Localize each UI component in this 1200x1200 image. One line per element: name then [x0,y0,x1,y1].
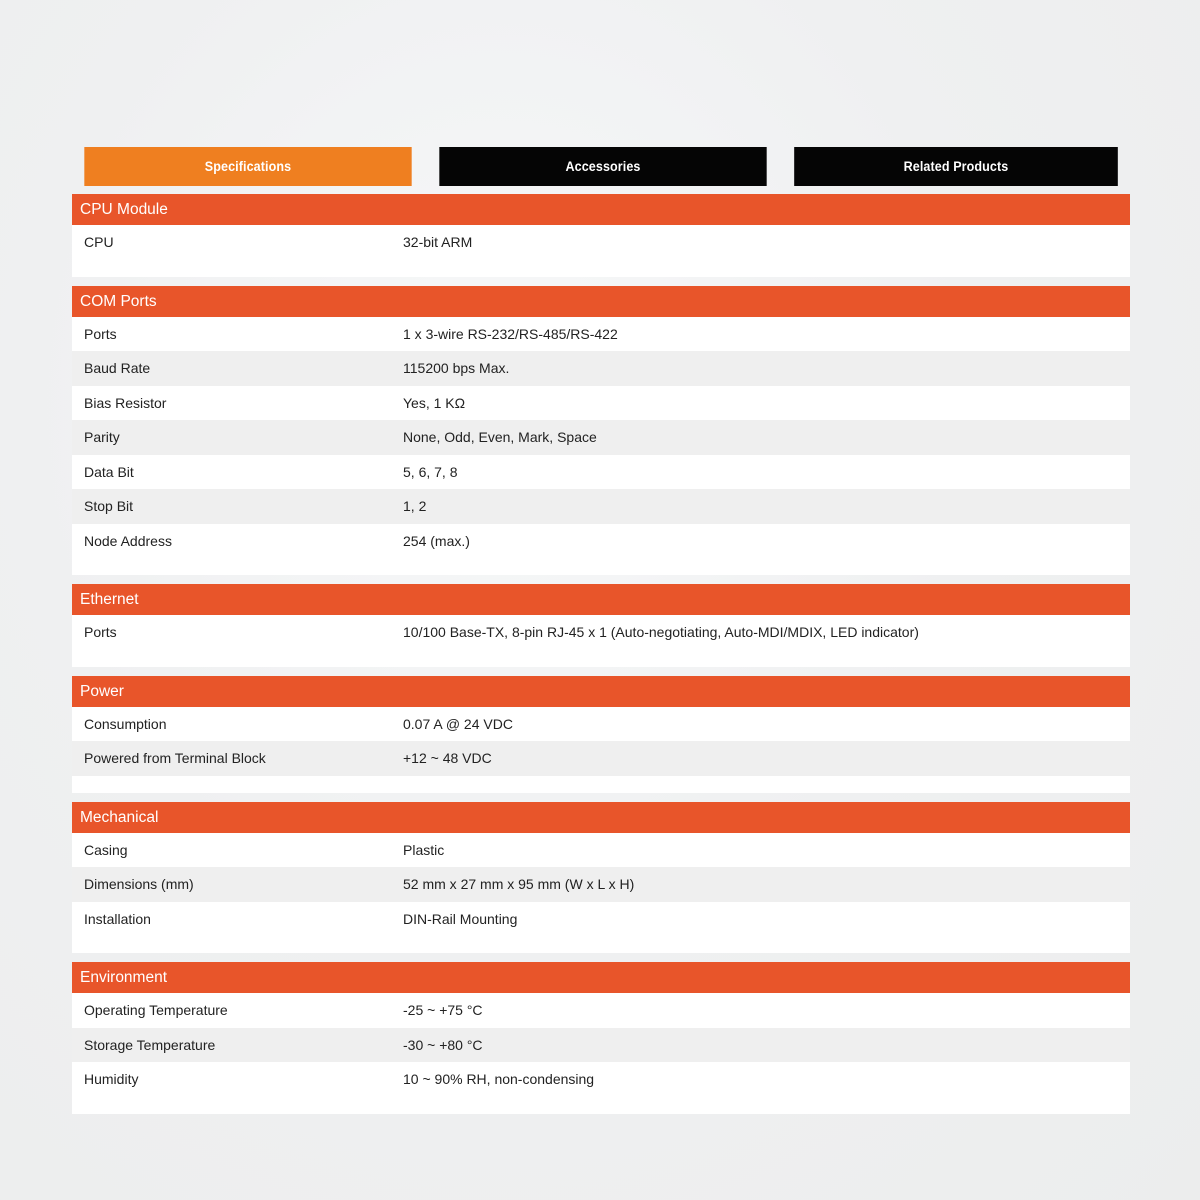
spec-section [72,676,1130,793]
spec-value: DIN-Rail Mounting [403,910,518,927]
spec-value: +12 ~ 48 VDC [403,750,492,767]
spec-section [72,802,1130,954]
spec-label: Data Bit [84,463,134,480]
table-row [72,386,1130,421]
section-header: Power [72,676,1130,707]
section-header: Mechanical [72,802,1130,833]
spec-value: 5, 6, 7, 8 [403,463,458,480]
table-row [72,420,1130,455]
tab-accessories[interactable]: Accessories [439,147,766,186]
spec-value: 254 (max.) [403,532,470,549]
table-row [72,455,1130,490]
spec-value: 10/100 Base-TX, 8-pin RJ-45 x 1 (Auto-negotiating, Auto-MDI/MDIX, LED indicator) [403,624,919,641]
spec-section [72,962,1130,1114]
product-specifications-panel [72,147,1130,1114]
spec-section [72,194,1130,277]
spec-value: 1 x 3-wire RS-232/RS-485/RS-422 [403,325,618,342]
spec-value: 0.07 A @ 24 VDC [403,715,513,732]
spec-label: Ports [84,325,117,342]
spec-value: 32-bit ARM [403,234,473,251]
spec-label: Operating Temperature [84,1002,228,1019]
section-rows [72,225,1130,277]
spec-value: 115200 bps Max. [403,360,510,377]
section-rows [72,993,1130,1114]
section-header: Ethernet [72,584,1130,615]
spec-value: -25 ~ +75 °C [403,1002,483,1019]
spec-label: Stop Bit [84,498,134,515]
table-row [72,1028,1130,1063]
table-row [72,993,1130,1028]
spec-label: Storage Temperature [84,1036,216,1053]
tab-bar [72,147,1130,186]
section-rows [72,707,1130,793]
spec-label: CPU [84,234,114,251]
table-row [72,351,1130,386]
spec-label: Node Address [84,532,172,549]
spec-section [72,286,1130,576]
spec-label: Ports [84,624,117,641]
spec-value: 10 ~ 90% RH, non-condensing [403,1071,595,1088]
table-row [72,902,1130,937]
spec-value: Plastic [403,841,445,858]
table-row [72,524,1130,559]
spec-label: Installation [84,910,151,927]
table-row [72,833,1130,868]
spec-label: Casing [84,841,128,858]
section-header: CPU Module [72,194,1130,225]
spec-label: Powered from Terminal Block [84,750,266,767]
spec-label: Parity [84,429,120,446]
spec-section [72,584,1130,667]
spec-value: 52 mm x 27 mm x 95 mm (W x L x H) [403,876,635,893]
spec-label: Consumption [84,715,167,732]
spec-label: Bias Resistor [84,394,167,411]
spec-label: Dimensions (mm) [84,876,194,893]
table-row [72,867,1130,902]
spec-value: None, Odd, Even, Mark, Space [403,429,597,446]
table-row [72,317,1130,352]
spec-label: Baud Rate [84,360,151,377]
specifications-table [72,194,1130,1114]
spec-label: Humidity [84,1071,139,1088]
spec-value: Yes, 1 KΩ [403,394,466,411]
tab-specifications[interactable]: Specifications [84,147,411,186]
table-row [72,489,1130,524]
table-row [72,1062,1130,1097]
tab-related-products[interactable]: Related Products [794,147,1118,186]
table-row [72,707,1130,742]
section-rows [72,317,1130,576]
table-row [72,225,1130,260]
section-rows [72,615,1130,667]
spec-value: -30 ~ +80 °C [403,1036,483,1053]
spec-value: 1, 2 [403,498,427,515]
section-header: COM Ports [72,286,1130,317]
table-row [72,615,1130,650]
section-rows [72,833,1130,954]
table-row [72,741,1130,776]
section-header: Environment [72,962,1130,993]
